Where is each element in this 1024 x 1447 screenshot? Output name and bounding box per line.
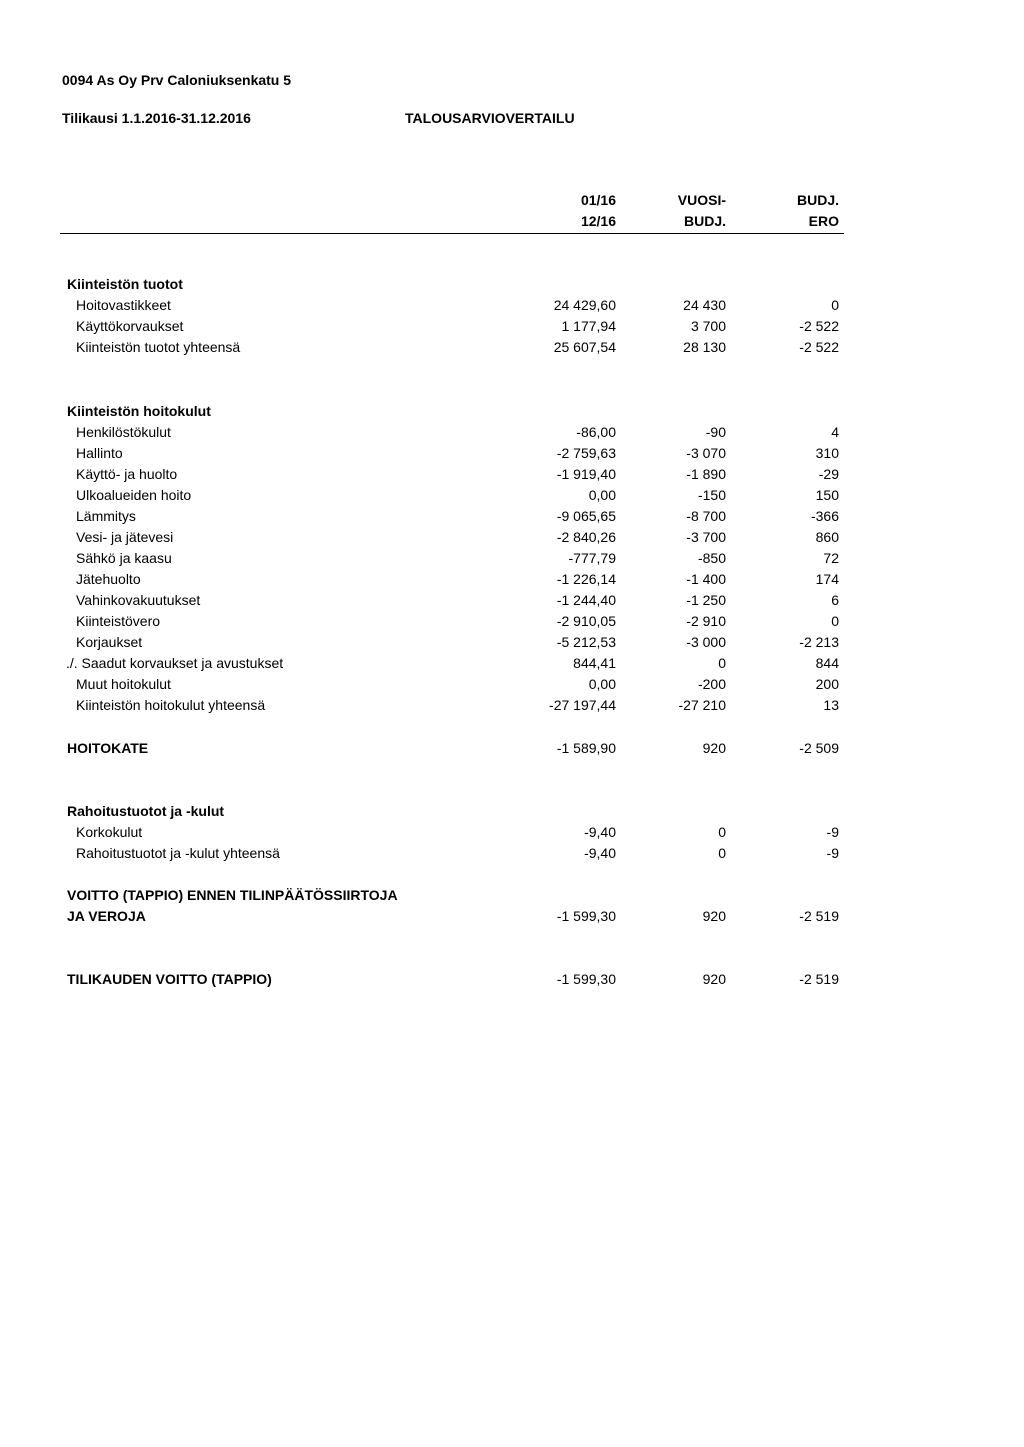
voitto-ennen-diff: -2 519 [799,908,839,924]
row-diff: -2 213 [799,634,839,650]
row-budget: 0 [718,845,726,861]
hoitokate-actual: -1 589,90 [556,740,616,756]
row-budget: 0 [718,824,726,840]
row-actual: -777,79 [568,550,616,566]
section-title-hoitokulut: Kiinteistön hoitokulut [67,403,211,419]
row-diff: 150 [815,487,839,503]
row-actual: -27 197,44 [549,697,616,713]
tilikauden-voitto-actual: -1 599,30 [556,971,616,987]
row-budget: -8 700 [686,508,726,524]
row-diff: 200 [815,676,839,692]
row-budget: -1 400 [686,571,726,587]
row-label: Vesi- ja jätevesi [76,529,174,545]
voitto-ennen-actual: -1 599,30 [556,908,616,924]
row-actual: -2 840,26 [556,529,616,545]
row-actual: 0,00 [588,487,616,503]
row-budget: 28 130 [683,339,726,355]
row-label: Kiinteistön hoitokulut yhteensä [76,697,266,713]
report-title: TALOUSARVIOVERTAILU [405,110,575,126]
hoitokate-diff: -2 509 [799,740,839,756]
row-budget: 24 430 [683,297,726,313]
row-diff: -29 [818,466,839,482]
row-label: Hoitovastikkeet [76,297,171,313]
row-actual: -2 759,63 [556,445,616,461]
tilikauden-voitto-label: TILIKAUDEN VOITTO (TAPPIO) [67,971,272,987]
row-actual: -2 910,05 [556,613,616,629]
row-diff: -366 [810,508,839,524]
col3-header-line1: BUDJ. [796,192,839,208]
row-label: Rahoitustuotot ja -kulut yhteensä [76,845,280,861]
voitto-ennen-label-line1: VOITTO (TAPPIO) ENNEN TILINPÄÄTÖSSIIRTOJA [67,887,398,903]
row-label: Korjaukset [76,634,143,650]
row-diff: -9 [826,824,839,840]
hoitokate-label: HOITOKATE [67,740,149,756]
row-budget: -90 [705,424,726,440]
row-label: Käyttö- ja huolto [76,466,178,482]
row-actual: -9 065,65 [556,508,616,524]
row-budget: -1 250 [686,592,726,608]
col1-header-line2: 12/16 [580,213,616,229]
row-label: Sähkö ja kaasu [76,550,172,566]
row-actual: -1 226,14 [556,571,616,587]
row-label: Kiinteistön tuotot yhteensä [76,339,241,355]
row-budget: 3 700 [690,318,726,334]
row-budget: -850 [697,550,726,566]
col1-header-line1: 01/16 [580,192,616,208]
row-actual: -5 212,53 [556,634,616,650]
tilikauden-voitto-diff: -2 519 [799,971,839,987]
row-label: Korkokulut [76,824,143,840]
row-budget: -27 210 [678,697,726,713]
row-actual: -1 244,40 [556,592,616,608]
row-diff: 174 [815,571,839,587]
row-diff: -2 522 [799,318,839,334]
row-diff: -2 522 [799,339,839,355]
row-budget: -3 070 [686,445,726,461]
row-label: Lämmitys [76,508,136,524]
fiscal-period: Tilikausi 1.1.2016-31.12.2016 [62,110,251,126]
row-budget: -200 [697,676,726,692]
row-diff: -9 [826,845,839,861]
row-actual: -1 919,40 [556,466,616,482]
voitto-ennen-budget: 920 [702,908,726,924]
section-title-tuotot: Kiinteistön tuotot [67,276,183,292]
row-budget: -150 [697,487,726,503]
row-actual: 24 429,60 [553,297,616,313]
row-label: Vahinkovakuutukset [76,592,201,608]
tilikauden-voitto-budget: 920 [702,971,726,987]
row-diff: 6 [831,592,839,608]
row-label: Käyttökorvaukset [76,318,184,334]
row-diff: 0 [831,297,839,313]
row-actual: 0,00 [588,676,616,692]
row-label: Henkilöstökulut [76,424,171,440]
row-label: Kiinteistövero [76,613,161,629]
row-budget: -1 890 [686,466,726,482]
row-diff: 0 [831,613,839,629]
row-actual: -86,00 [576,424,616,440]
row-diff: 13 [823,697,839,713]
row-actual: 1 177,94 [561,318,616,334]
section-title-rahoitus: Rahoitustuotot ja -kulut [67,803,225,819]
row-actual: 25 607,54 [553,339,616,355]
row-label: Muut hoitokulut [76,676,171,692]
row-label: ./. Saadut korvaukset ja avustukset [66,655,284,671]
row-diff: 310 [815,445,839,461]
row-label: Ulkoalueiden hoito [76,487,192,503]
row-budget: -3 000 [686,634,726,650]
header-rule [60,233,844,234]
row-diff: 844 [815,655,839,671]
col3-header-line2: ERO [808,213,839,229]
hoitokate-budget: 920 [702,740,726,756]
row-actual: 844,41 [573,655,616,671]
row-budget: -2 910 [686,613,726,629]
company-name: 0094 As Oy Prv Caloniuksenkatu 5 [62,72,292,88]
row-diff: 860 [815,529,839,545]
voitto-ennen-label-line2: JA VEROJA [67,908,146,924]
col2-header-line2: BUDJ. [683,213,726,229]
row-budget: 0 [718,655,726,671]
row-label: Hallinto [76,445,123,461]
col2-header-line1: VUOSI- [677,192,726,208]
row-actual: -9,40 [584,845,616,861]
row-actual: -9,40 [584,824,616,840]
row-budget: -3 700 [686,529,726,545]
row-label: Jätehuolto [76,571,141,587]
row-diff: 72 [823,550,839,566]
row-diff: 4 [831,424,839,440]
